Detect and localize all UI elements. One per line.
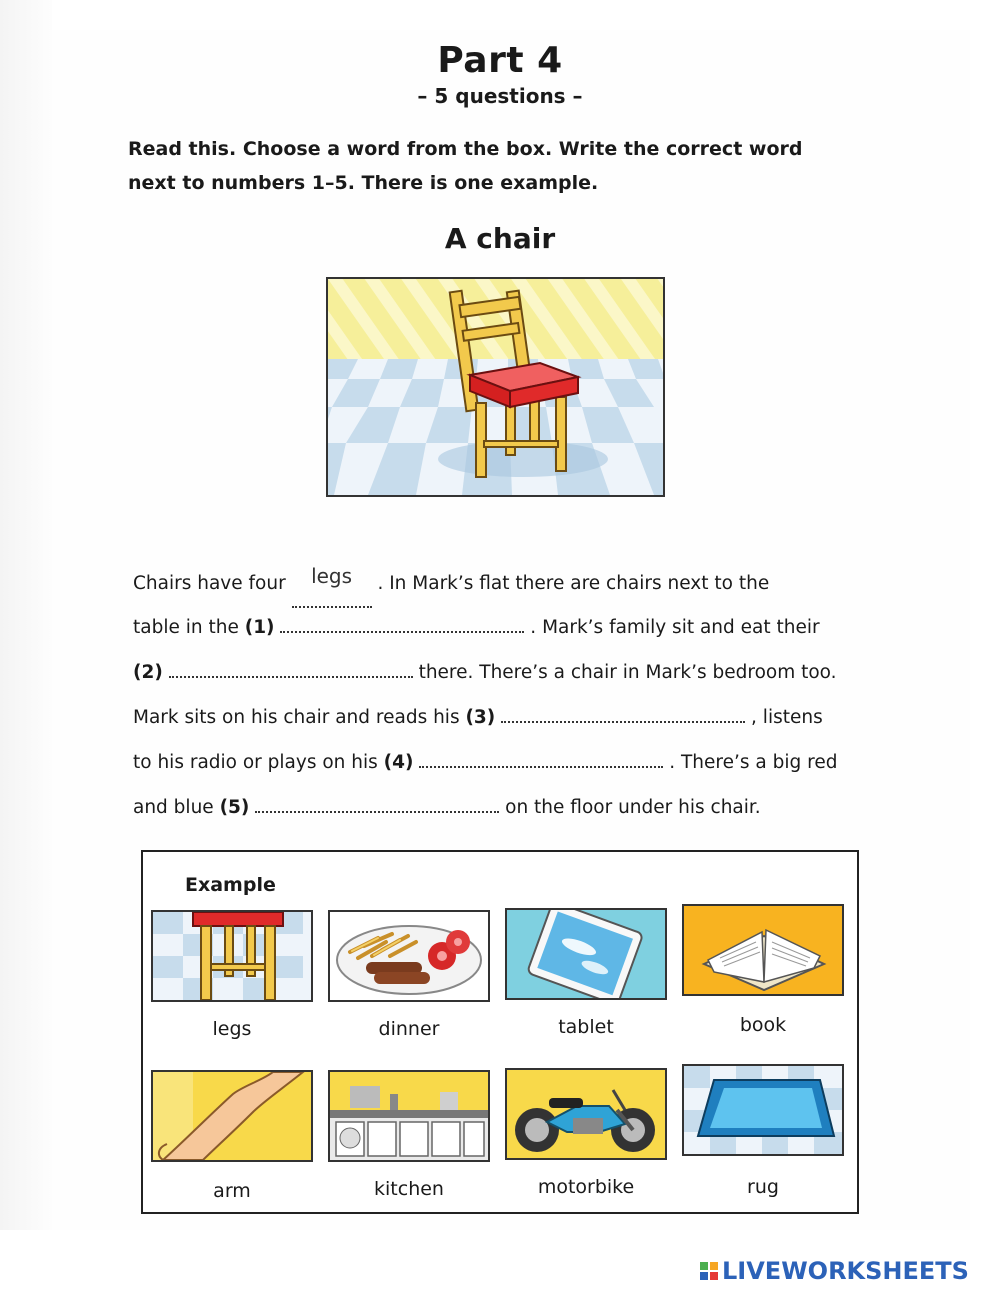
- page-title: Part 4: [437, 40, 563, 81]
- question-number-3: (3): [465, 707, 496, 728]
- story-text-segment: Chairs have four: [133, 573, 292, 594]
- story-text-segment: . In Mark’s flat there are chairs next to the: [371, 573, 770, 594]
- word-kitchen: kitchen: [374, 1178, 444, 1200]
- story-line-1: [133, 605, 873, 650]
- story-line-2: [133, 650, 873, 695]
- answer-blank-5[interactable]: [255, 797, 499, 813]
- word-motorbike: motorbike: [537, 1176, 635, 1198]
- question-number-4: (4): [383, 752, 414, 773]
- example-label: Example: [185, 874, 276, 896]
- instructions-text: Read this. Choose a word from the box. Write the correct word next to numbers 1–5. There is one example.: [128, 138, 803, 194]
- word-tablet: tablet: [558, 1016, 614, 1038]
- question-number-5: (5): [219, 797, 250, 818]
- story-line-5: [133, 785, 873, 830]
- word-dinner: dinner: [378, 1018, 440, 1040]
- story-line-example: [133, 560, 873, 605]
- liveworksheets-logo: [700, 1256, 969, 1286]
- question-number-1: (1): [244, 617, 275, 638]
- story-text-segment: Mark sits on his chair and reads his: [133, 707, 466, 728]
- story-text-segment: and blue: [133, 797, 220, 818]
- story-line-4: [133, 740, 873, 785]
- liveworksheets-logo-icon: [700, 1262, 718, 1280]
- story-text-segment: , listens: [745, 707, 823, 728]
- picture-legs: [151, 910, 313, 1002]
- answer-blank-1[interactable]: [280, 617, 524, 633]
- story-text-segment: there. There’s a chair in Mark’s bedroom too.: [412, 662, 837, 683]
- chair-picture: [326, 277, 665, 497]
- story-text: [133, 560, 873, 830]
- story-text-segment: table in the: [133, 617, 245, 638]
- answer-blank-4[interactable]: [419, 752, 663, 768]
- word-book: book: [739, 1014, 787, 1036]
- example-answer: [292, 560, 372, 608]
- picture-tablet: [505, 908, 667, 1000]
- word-legs: legs: [212, 1018, 252, 1040]
- picture-arm: [151, 1070, 313, 1162]
- story-text-segment: . There’s a big red: [663, 752, 838, 773]
- picture-kitchen: [328, 1070, 490, 1162]
- picture-rug: [682, 1064, 844, 1156]
- page-subtitle: – 5 questions –: [417, 84, 583, 108]
- word-arm: arm: [213, 1180, 251, 1202]
- picture-motorbike: [505, 1068, 667, 1160]
- story-text-segment: . Mark’s family sit and eat their: [524, 617, 820, 638]
- word-box: [141, 850, 859, 1214]
- word-rug: rug: [747, 1176, 779, 1198]
- story-text-segment: on the floor under his chair.: [499, 797, 761, 818]
- story-line-3: [133, 695, 873, 740]
- answer-blank-3[interactable]: [501, 707, 745, 723]
- picture-book: [682, 904, 844, 996]
- example-answer-text: legs: [311, 564, 353, 588]
- picture-dinner: [328, 910, 490, 1002]
- story-title: A chair: [444, 222, 556, 255]
- question-number-2: (2): [133, 662, 163, 683]
- scan-edge: [0, 0, 52, 1230]
- story-text-segment: to his radio or plays on his: [133, 752, 384, 773]
- logo-text: LIVEWORKSHEETS: [722, 1257, 969, 1285]
- answer-blank-2[interactable]: [169, 662, 413, 678]
